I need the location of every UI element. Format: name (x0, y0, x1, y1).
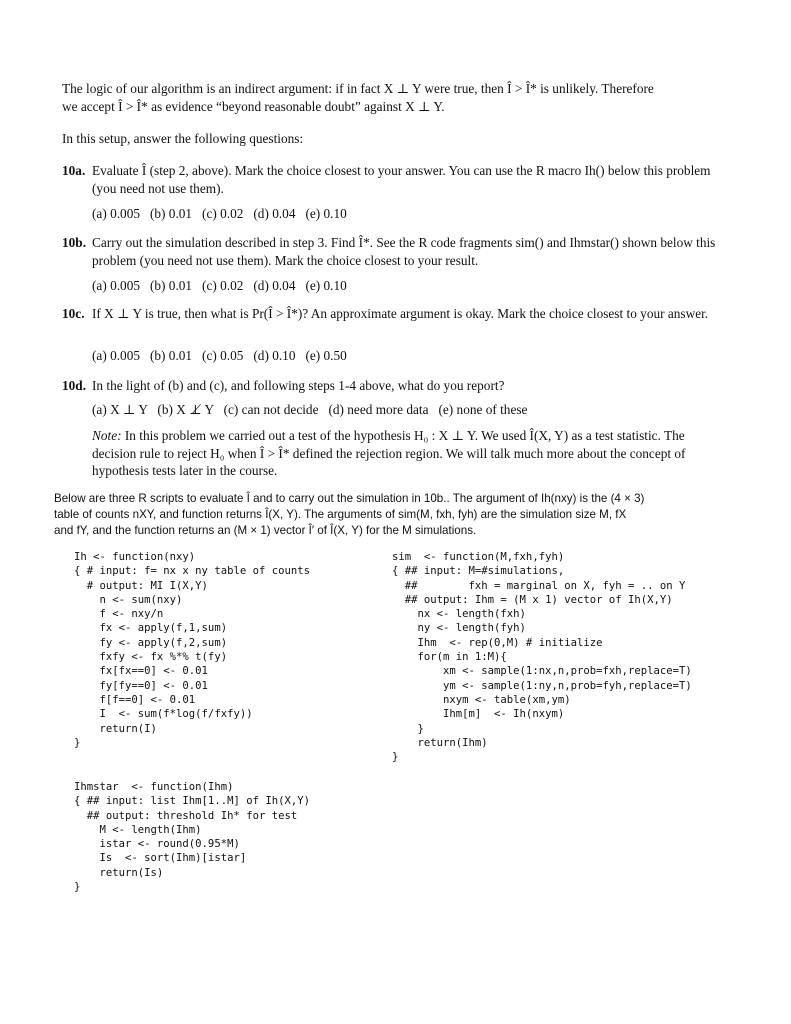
note-paragraph (92, 427, 722, 480)
question-number: 10d. (62, 378, 87, 393)
options-10b: (a) 0.005 (b) 0.01 (c) 0.02 (d) 0.04 (e) 0.10 (92, 278, 347, 293)
code-sim-function: sim <- function(M,fxh,fyh) { ## input: M=#simulations, ## fxh = marginal on X, fyh = .. on Y ## output: Ihm = (M x 1) vector of Ih(X,Y) nx <- length(fxh) ny <- length(fyh) Ihm <- rep(0,M) # initialize for(m in 1:M){ xm <- sample(1:nx,n,prob=fxh,replace=T) ym <- sample(1:ny,n,prob=fyh,replace=T) nxym <- table(xm,ym) Ihm[m] <- Ih(nxym) } return(Ihm) } (392, 551, 692, 764)
note-text: In this problem we carried out a test of the hypothesis H₀ : X ⊥ Y. We used Î(X, Y) as a test statistic. The decision rule to reject H₀ when Î > Î* defined the rejection region. We will talk much more about the concept of hypothesis tests later in the course. (92, 428, 686, 478)
scripts-intro (54, 491, 730, 539)
options-10c: (a) 0.005 (b) 0.01 (c) 0.05 (d) 0.10 (e) 0.50 (92, 348, 347, 363)
scripts-intro-line-1: Below are three R scripts to evaluate Î and to carry out the simulation in 10b.. The argument of Ih(nxy) is the (4 × 3) (54, 492, 645, 505)
question-text: Evaluate Î (step 2, above). Mark the choice closest to your answer. You can use the R macro Ih() below this problem (you need not use them). (92, 163, 711, 196)
question-10c (62, 305, 722, 323)
question-text: In the light of (b) and (c), and following steps 1-4 above, what do you report? (92, 378, 505, 393)
question-text: If X ⊥ Y is true, then what is Pr(Î > Î*)? An approximate argument is okay. Mark the choice closest to your answer. (92, 306, 709, 321)
code-ih-function: Ih <- function(nxy) { # input: f= nx x ny table of counts # output: MI I(X,Y) n <- sum(nxy) f <- nxy/n fx <- apply(f,1,sum) fy <- apply(f,2,sum) fxfy <- fx %*% t(fy) fx[fx==0] <- 0.01 fy[fy==0] <- 0.01 f[f==0] <- 0.01 I <- sum(f*log(f/fxfy)) return(I) } (74, 551, 310, 749)
question-10d (62, 377, 722, 395)
question-number: 10b. (62, 235, 87, 250)
question-text: Carry out the simulation described in step 3. Find Î*. See the R code fragments sim() and Ihmstar() shown below this problem (you need not use them). Mark the choice closest to your result. (92, 235, 716, 268)
scripts-intro-line-2: table of counts nXY, and function returns Î(X, Y). The arguments of sim(M, fxh, fyh) are the simulation size M, fX (54, 508, 627, 521)
question-10a (62, 162, 722, 197)
question-10b (62, 234, 722, 269)
question-number: 10c. (62, 306, 85, 321)
scripts-intro-line-3: and fY, and the function returns an (M × 1) vector Î′ of Î(X, Y) for the M simulations. (54, 524, 477, 537)
intro-line-1: The logic of our algorithm is an indirect argument: if in fact X ⊥ Y were true, then Î > Î* is unlikely. Therefore (62, 81, 654, 96)
options-10a: (a) 0.005 (b) 0.01 (c) 0.02 (d) 0.04 (e) 0.10 (92, 206, 347, 221)
intro-line-2: we accept Î > Î* as evidence “beyond reasonable doubt” against X ⊥ Y. (62, 98, 445, 114)
code-ihmstar-function: Ihmstar <- function(Ihm) { ## input: list Ihm[1..M] of Ih(X,Y) ## output: threshold Ih* for test M <- length(Ihm) istar <- round(0.95*M) Is <- sort(Ihm)[istar] return(Is) } (74, 781, 310, 894)
intro-paragraph (62, 80, 727, 115)
options-10d: (a) X ⊥ Y (b) X ⊥̸ Y (c) can not decide (d) need more data (e) none of these (92, 402, 528, 417)
note-label: Note: (92, 428, 122, 443)
setup-text: In this setup, answer the following questions: (62, 131, 304, 146)
question-number: 10a. (62, 163, 86, 178)
